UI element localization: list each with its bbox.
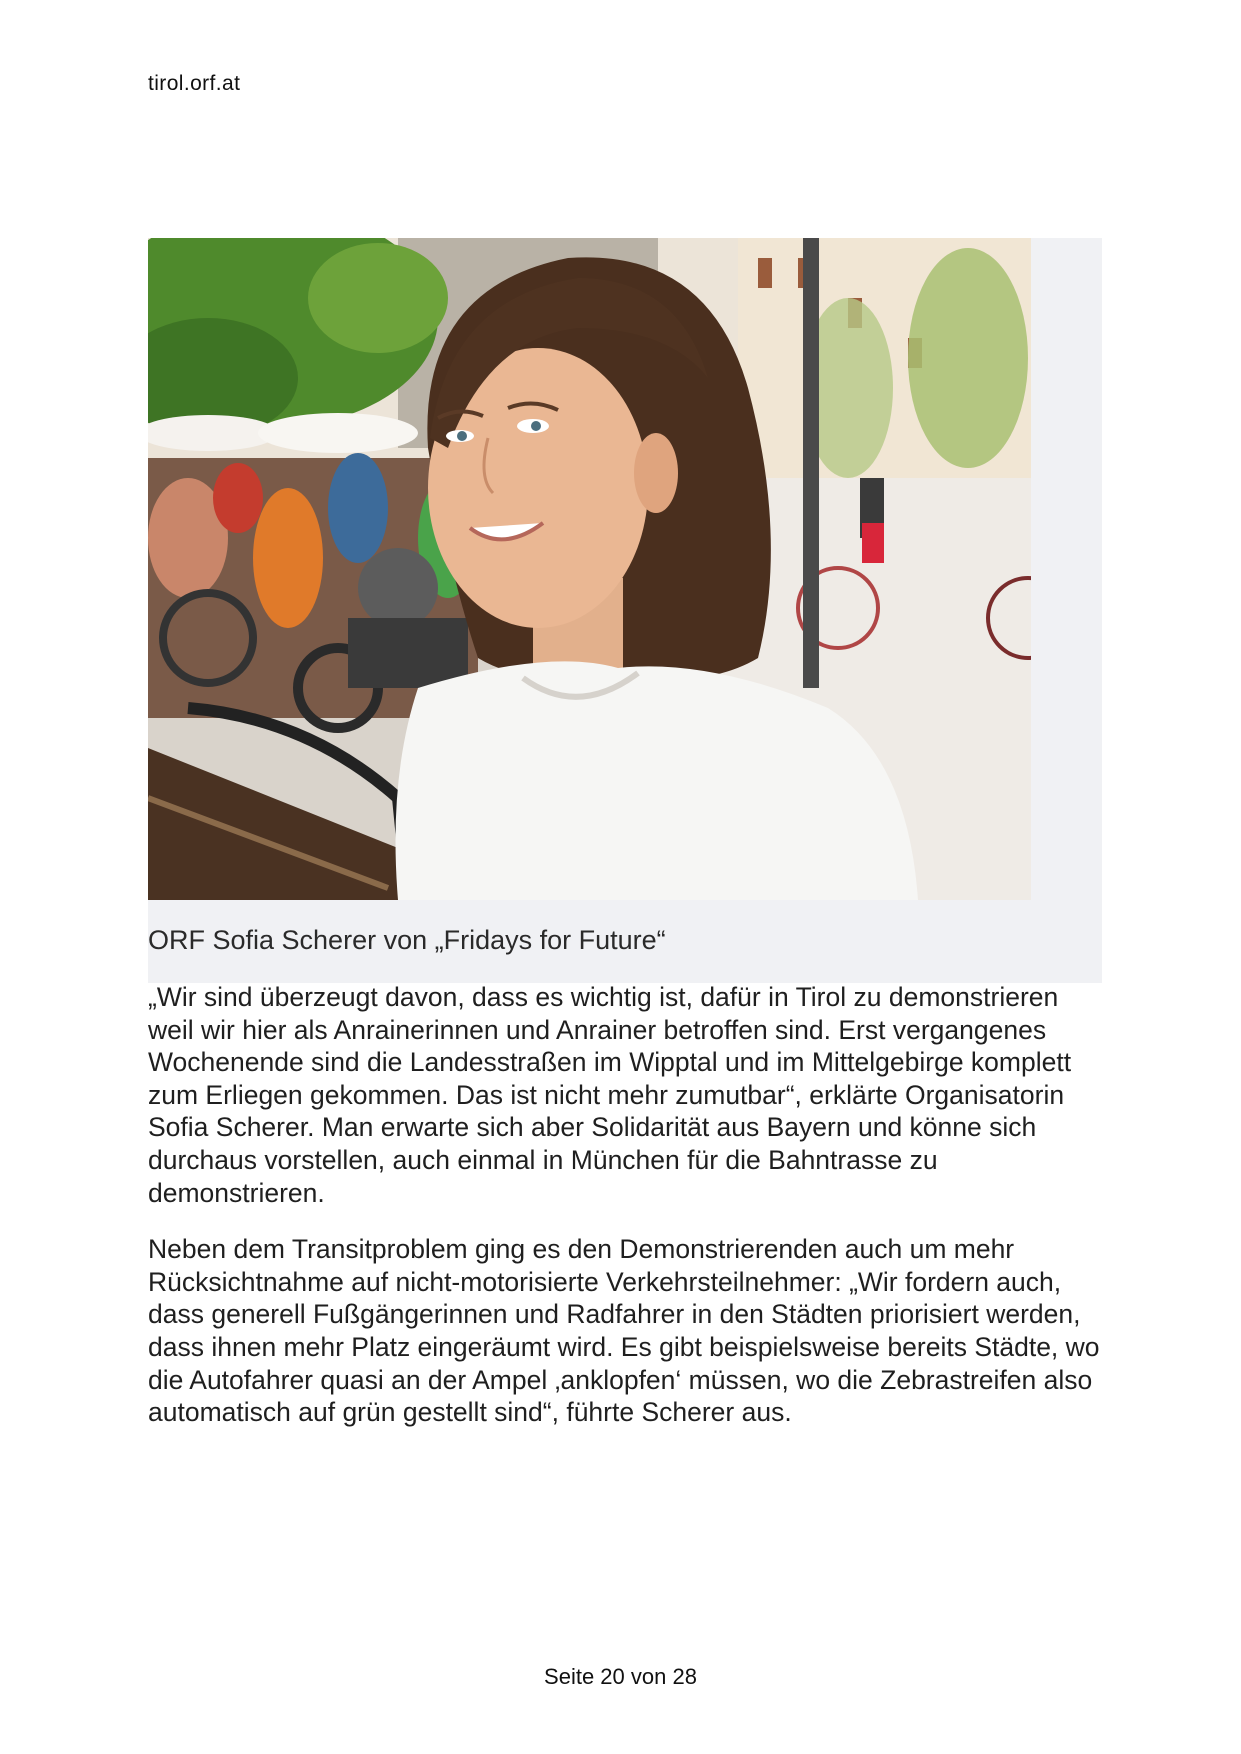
article-body [148,981,1102,1453]
page-indicator: Seite 20 von 28 [544,1664,697,1689]
site-header: tirol.orf.at [148,72,241,95]
image-caption: ORF Sofia Scherer von „Fridays for Future“ [148,925,666,955]
article-paragraph: „Wir sind überzeugt davon, dass es wichtig ist, dafür in Tirol zu demonstrieren weil wir hier als Anrainerinnen und Anrainer betroffen sind. Erst vergangenes Wochenende sind die Landesstraßen im Wipptal und im Mittelgebirge komplett zum Erliegen gekommen. Das ist nicht mehr zumutbar“, erklärte Organisatorin Sofia Scherer. Man erwarte sich aber Solidarität aus Bayern und könne sich durchaus vorstellen, auch einmal in München für die Bahntrasse zu demonstrieren. [148,982,1072,1208]
figure [148,238,1102,983]
article-paragraph: Neben dem Transitproblem ging es den Demonstrierenden auch um mehr Rücksichtnahme auf nicht-motorisierte Verkehrsteilnehmer: „Wir fordern auch, dass generell Fußgängerinnen und Radfahrer in den Städten priorisiert werden, dass ihnen mehr Platz eingeräumt wird. Es gibt beispielsweise bereits Städte, wo die Autofahrer quasi an der Ampel ‚anklopfen‘ müssen, wo die Zebrastreifen also automatisch auf grün gestellt sind“, führte Scherer aus. [148,1234,1100,1428]
portrait-photo [148,238,1031,900]
